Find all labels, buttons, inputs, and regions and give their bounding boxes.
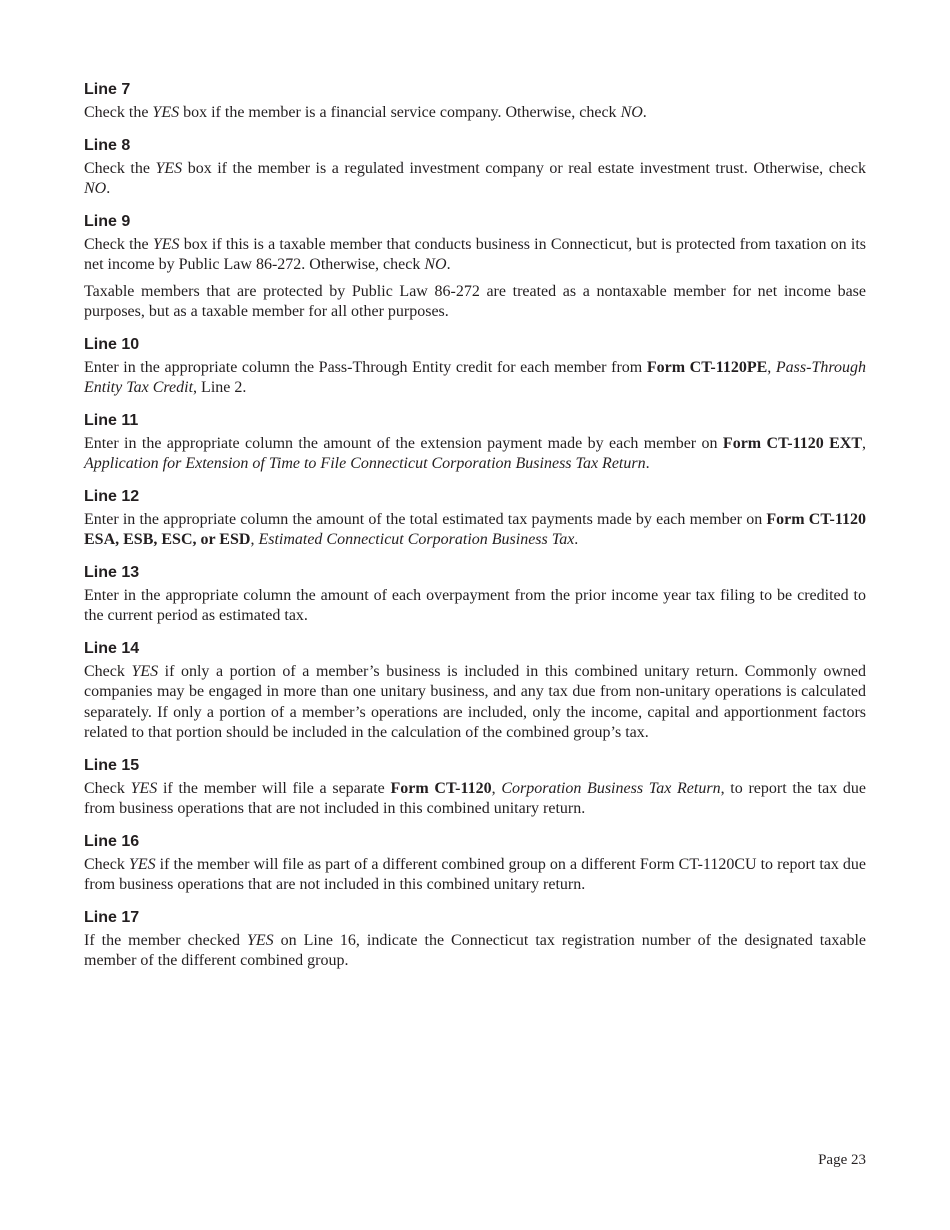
text-run: , (491, 779, 502, 797)
bold-text: Form CT-1120 (390, 779, 492, 797)
instruction-section (84, 212, 866, 323)
italic-text: NO (424, 256, 447, 273)
text-run: Enter in the appropriate column the Pass-Through Entity credit for each member from (84, 358, 647, 376)
text-run: Enter in the appropriate column the amount of each overpayment from the prior income year tax filing to be credited to the current period as estimated tax. (84, 586, 866, 624)
section-paragraph (84, 779, 866, 820)
section-heading: Line 7 (84, 81, 131, 98)
bold-text: Form CT-1120PE (646, 358, 768, 376)
section-heading: Line 16 (84, 832, 140, 850)
italic-text: YES (130, 779, 158, 797)
section-paragraph (84, 510, 866, 551)
italic-text: NO (620, 104, 643, 121)
text-run: , Line 2. (193, 379, 247, 396)
text-run: Enter in the appropriate column the amount of the total estimated tax payments made by each member on (84, 510, 767, 528)
instruction-section (84, 908, 866, 972)
instruction-section (84, 832, 866, 896)
text-run: box if the member is a financial service company. Otherwise, check (179, 104, 621, 121)
text-run: if only a portion of a member’s business is included in this combined unitary return. Commonly owned companies may be engaged in more than one unitary business, and any tax due from non-unitary operations is calculated separately. If only a portion of a member’s operations are included, only the income, capital and apportionment factors related to that portion should be included in the calculation of the combined group’s tax. (84, 662, 867, 741)
text-run: Check the (84, 235, 153, 253)
text-run: . (574, 531, 579, 548)
section-paragraph (84, 931, 866, 972)
text-run: box if this is a taxable member that conducts business in Connecticut, but is protected from taxation on its net income by Public Law 86-272. Otherwise, check (84, 235, 867, 273)
text-run: if the member will file as part of a different combined group on a different Form CT-1120CU to report tax due from business operations that are not included in this combined unitary return. (84, 855, 867, 893)
text-run: . (106, 180, 111, 197)
text-run: Taxable members that are protected by Public Law 86-272 are treated as a nontaxable member for net income base purposes, but as a taxable member for all other purposes. (84, 282, 866, 320)
section-paragraph (84, 235, 866, 276)
text-run: , (862, 434, 867, 452)
section-paragraph (84, 282, 866, 323)
section-paragraph (84, 662, 866, 744)
text-run: Check (84, 855, 129, 873)
section-paragraph (84, 586, 866, 627)
section-heading: Line 12 (84, 487, 140, 505)
italic-text: YES (152, 235, 180, 253)
text-run: Check the (84, 104, 153, 121)
instruction-section (84, 756, 866, 820)
section-paragraph (84, 434, 866, 475)
instruction-section (84, 335, 866, 399)
italic-text: YES (246, 931, 274, 949)
italic-text: Pass-Through Entity Tax Credit (84, 358, 866, 396)
section-heading: Line 8 (84, 136, 131, 154)
section-paragraph (84, 855, 866, 896)
instruction-section (84, 136, 866, 200)
text-run: . (645, 455, 650, 472)
instructions-page (84, 80, 866, 984)
bold-text: Form CT-1120 EXT (722, 434, 863, 452)
section-paragraph (84, 358, 866, 399)
section-paragraph (84, 103, 866, 124)
instruction-section (84, 563, 866, 627)
instruction-sections (84, 80, 866, 972)
text-run: . (642, 104, 647, 121)
bold-text: Form CT-1120 ESA, ESB, ESC, or ESD (84, 510, 867, 548)
section-heading: Line 9 (84, 212, 131, 230)
italic-text: YES (155, 159, 183, 177)
italic-text: Corporation Business Tax Return (501, 779, 721, 797)
section-heading: Line 11 (84, 411, 139, 429)
italic-text: Estimated Connecticut Corporation Business Tax (258, 531, 575, 548)
text-run: , (767, 358, 776, 376)
page-number: Page 23 (818, 1152, 866, 1168)
text-run: box if the member is a regulated investment company or real estate investment trust. Otherwise, check (182, 159, 866, 177)
instruction-section (84, 487, 866, 551)
text-run: If the member checked (84, 931, 247, 949)
section-heading: Line 14 (84, 639, 140, 657)
text-run: , (250, 531, 259, 548)
section-heading: Line 13 (84, 563, 140, 581)
text-run: Check the (84, 159, 156, 177)
italic-text: YES (128, 855, 156, 873)
instruction-section (84, 411, 866, 475)
italic-text: YES (152, 104, 180, 121)
section-heading: Line 17 (84, 908, 140, 926)
text-run: Check (84, 779, 131, 797)
italic-text: Application for Extension of Time to File Connecticut Corporation Business Tax Return (84, 455, 646, 472)
italic-text: NO (84, 180, 107, 197)
text-run: if the member will file a separate (157, 779, 391, 797)
text-run: , to report the tax due from business operations that are not included in this combined unitary return. (84, 779, 867, 817)
section-heading: Line 15 (84, 756, 140, 774)
text-run: on Line 16, indicate the Connecticut tax registration number of the designated taxable member of the different combined group. (84, 931, 867, 969)
section-heading: Line 10 (84, 335, 140, 353)
text-run: Enter in the appropriate column the amount of the extension payment made by each member on (84, 434, 723, 452)
text-run: Check (84, 662, 132, 680)
section-paragraph (84, 159, 866, 200)
instruction-section (84, 639, 866, 744)
italic-text: YES (131, 662, 159, 680)
instruction-section (84, 80, 866, 124)
text-run: . (446, 256, 451, 273)
